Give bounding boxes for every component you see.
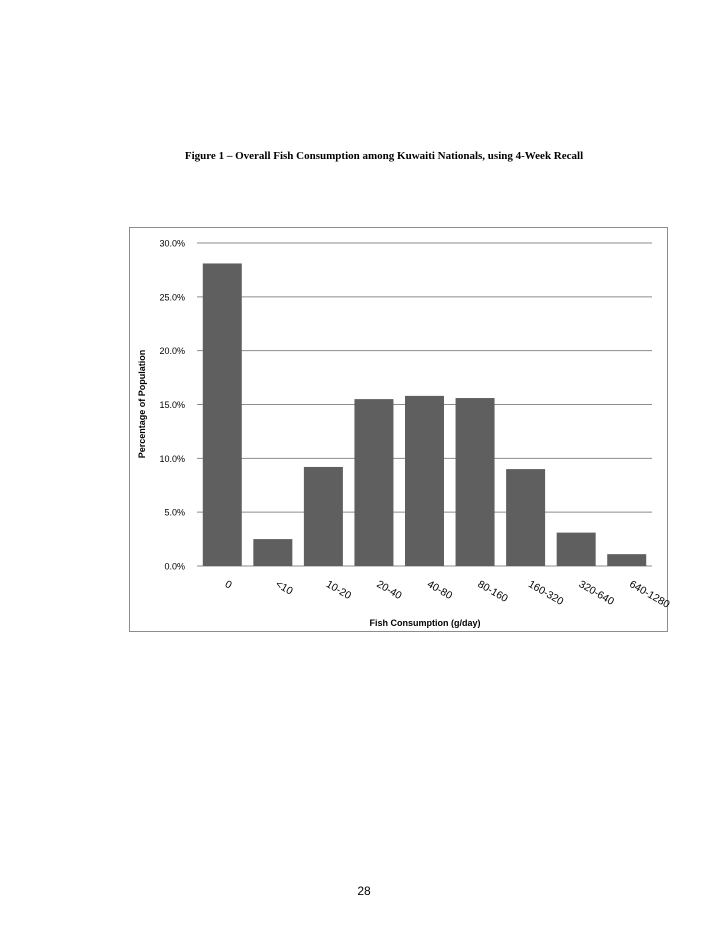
bar bbox=[607, 554, 646, 566]
y-tick-label: 5.0% bbox=[164, 507, 185, 518]
x-tick-label: 0 bbox=[222, 578, 234, 592]
bar bbox=[557, 533, 596, 566]
bar bbox=[304, 467, 343, 566]
x-tick-label: 10-20 bbox=[323, 578, 354, 603]
page-number: 28 bbox=[357, 884, 371, 898]
x-tick-label: 320-640 bbox=[576, 578, 617, 608]
y-axis-label: Percentage of Population bbox=[137, 349, 147, 459]
x-axis-label: Fish Consumption (g/day) bbox=[369, 618, 481, 628]
figure-title: Figure 1 – Overall Fish Consumption among Kuwaiti Nationals, using 4-Week Recall bbox=[184, 150, 584, 162]
y-tick-label: 30.0% bbox=[159, 238, 185, 249]
x-tick-label: 40-80 bbox=[425, 578, 455, 603]
bar bbox=[203, 263, 242, 566]
x-tick-label: 160-320 bbox=[526, 578, 566, 608]
y-tick-label: 0.0% bbox=[164, 561, 185, 572]
y-tick-label: 10.0% bbox=[159, 453, 185, 464]
y-tick-label: 20.0% bbox=[159, 346, 185, 357]
bar bbox=[354, 399, 393, 566]
x-tick-label: 80-160 bbox=[475, 578, 510, 605]
x-tick-label: <10 bbox=[273, 578, 295, 598]
bar bbox=[405, 396, 444, 566]
y-tick-label: 25.0% bbox=[159, 292, 185, 303]
x-tick-label: 640-1280 bbox=[627, 578, 672, 611]
x-tick-label: 20-40 bbox=[374, 578, 404, 603]
bar bbox=[253, 539, 292, 566]
y-tick-label: 15.0% bbox=[159, 400, 185, 410]
bar bbox=[456, 398, 495, 566]
bar bbox=[506, 469, 545, 566]
